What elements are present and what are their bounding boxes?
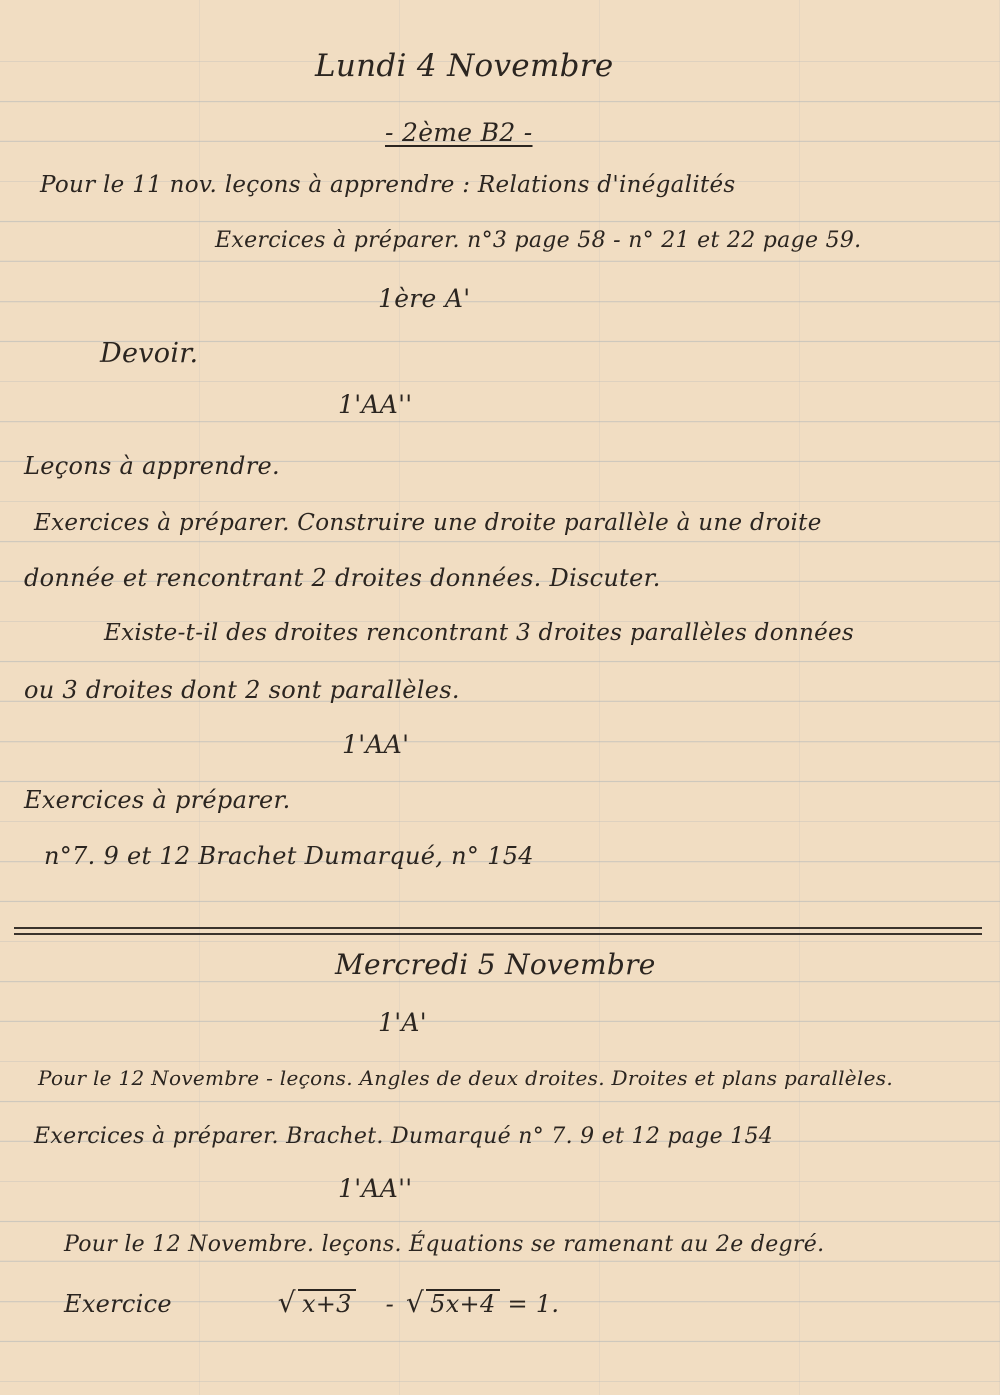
equation-radical-1: x+3	[298, 1289, 356, 1317]
day1-s3-line4: Existe-t-il des droites rencontrant 3 droites parallèles données	[104, 620, 854, 646]
day2-title: Mercredi 5 Novembre	[335, 948, 656, 981]
day1-s3-line2: Exercices à préparer. Construire une droite parallèle à une droite	[34, 510, 822, 536]
day2-s1-header: 1'A'	[378, 1008, 427, 1037]
day1-s3-line3: donnée et rencontrant 2 droites données. Discuter.	[24, 564, 661, 592]
day2-s2-line2: Exercice √ x+3 - √ 5x+4 = 1.	[64, 1286, 560, 1319]
day1-class-header: - 2ème B2 -	[385, 118, 533, 147]
day1-s4-line2: n°7. 9 et 12 Brachet Dumarqué, n° 154	[44, 842, 534, 870]
day1-s2-line1: Devoir.	[100, 338, 199, 369]
day2-s1-line2: Exercices à préparer. Brachet. Dumarqué n° 7. 9 et 12 page 154	[34, 1124, 774, 1149]
day1-s3-line5: ou 3 droites dont 2 sont parallèles.	[24, 676, 460, 704]
section-divider-bottom	[14, 933, 982, 935]
equation-radical-2: 5x+4	[426, 1289, 499, 1317]
day1-s4-line1: Exercices à préparer.	[24, 786, 291, 814]
day1-s2-header: 1ère A'	[378, 284, 471, 313]
day2-s1-line1: Pour le 12 Novembre - leçons. Angles de deux droites. Droites et plans parallèles.	[38, 1066, 893, 1090]
day1-s1-line2: Exercices à préparer. n°3 page 58 - n° 21 et 22 page 59.	[215, 228, 862, 253]
day1-s3-header: 1'AA''	[338, 390, 413, 419]
day2-s2-line1: Pour le 12 Novembre. leçons. Équations se ramenant au 2e degré.	[64, 1232, 825, 1257]
equation-minus: -	[385, 1290, 395, 1318]
day1-s1-line1: Pour le 11 nov. leçons à apprendre : Relations d'inégalités	[40, 172, 736, 198]
section-divider-top	[14, 927, 982, 929]
exercise-label: Exercice	[64, 1290, 172, 1318]
day1-s4-header: 1'AA'	[342, 730, 410, 759]
equation-rhs: = 1.	[507, 1290, 560, 1318]
day1-title: Lundi 4 Novembre	[315, 48, 614, 84]
day1-s3-line1: Leçons à apprendre.	[24, 452, 280, 480]
day2-s2-header: 1'AA''	[338, 1174, 413, 1203]
